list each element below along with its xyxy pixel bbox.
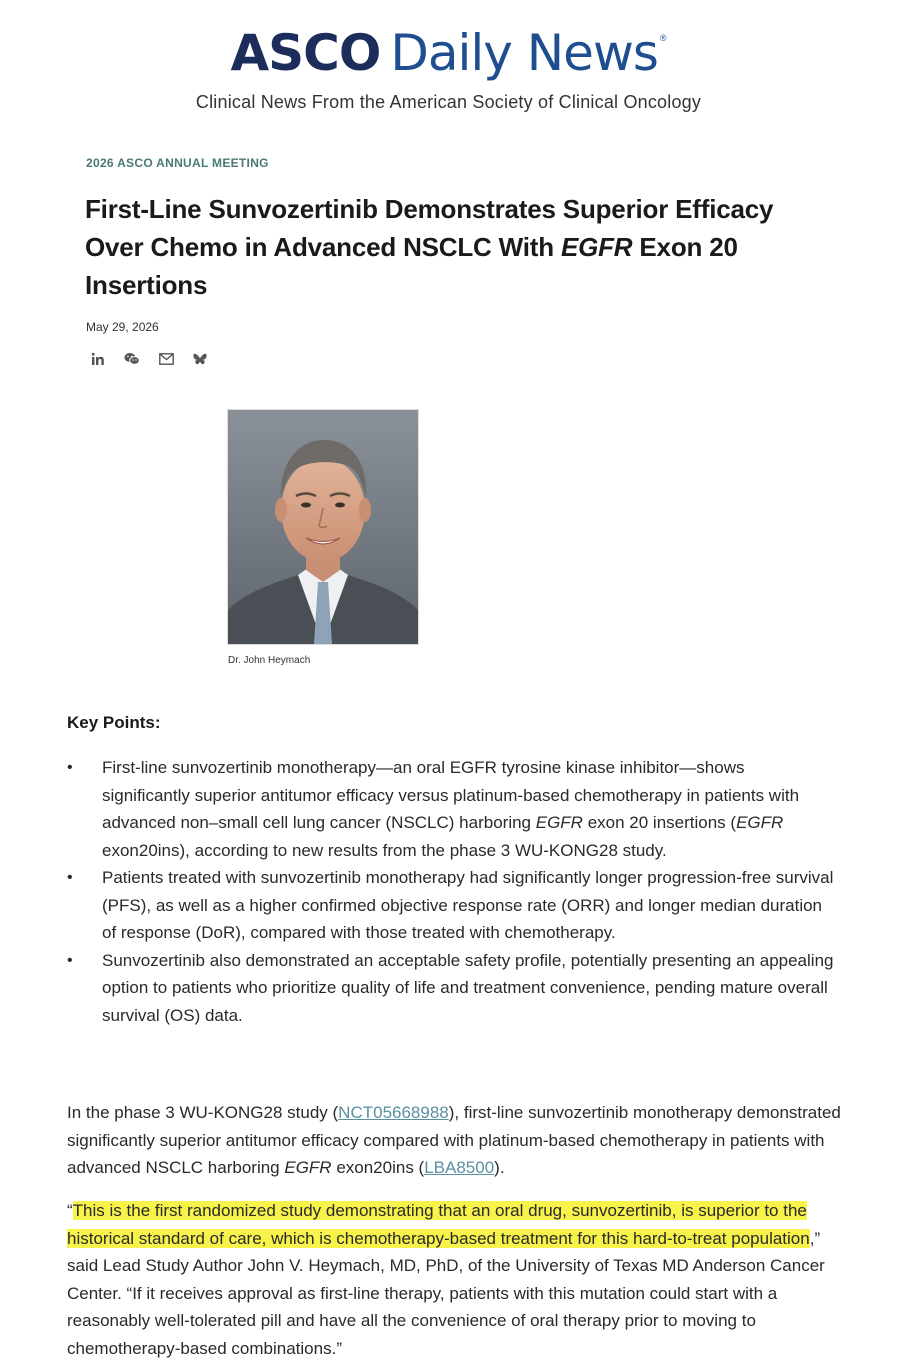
kp3-text: Sunvozertinib also demonstrated an acceptable safety profile, potentially presenting an appealing option to patients who prioritize quality of life and treatment convenience, pending mature overall survival (OS) data. — [102, 950, 834, 1025]
p1-text-b: ), first-line sunvozertinib monotherapy demonstrated significantly superior antitumor efficacy compared with platinum-based chemotherapy in patients with advanced NSCLC harboring — [67, 1103, 841, 1177]
kp1-em2: EGFR — [736, 813, 784, 832]
lba-link[interactable]: LBA8500 — [424, 1158, 495, 1177]
highlighted-quote: This is the first randomized study demonstrating that an oral drug, sunvozertinib, is superior to the historical standard of care, which is chemotherapy-based treatment for this hard-to-treat population — [67, 1201, 810, 1248]
tagline: Clinical News From the American Society of Clinical Oncology — [195, 92, 702, 112]
p1-em: EGFR — [284, 1158, 332, 1177]
kp1-text-b: exon 20 insertions ( — [582, 813, 737, 832]
headline-em: EGFR — [560, 232, 633, 262]
kp1-text-c: exon20ins), according to new results from the phase 3 WU-KONG28 study. — [102, 840, 667, 860]
email-icon[interactable] — [156, 349, 176, 369]
publish-date: May 29, 2026 — [86, 320, 159, 334]
photo-caption: Dr. John Heymach — [228, 655, 311, 666]
p2-open-quote: “ — [67, 1201, 73, 1220]
asco-daily-news-logo[interactable] — [230, 24, 667, 82]
list-item — [67, 947, 837, 1030]
kp2-text: Patients treated with sunvozertinib monotherapy had significantly longer progression-free survival (PFS), as well as a higher confirmed objective response rate (ORR) and longer median duration of response (DoR), compared with those treated with chemotherapy. — [102, 868, 834, 942]
logo-registered-mark: ® — [659, 33, 667, 43]
kp1-text-a: First-line sunvozertinib monotherapy—an oral EGFR tyrosine kinase inhibitor—shows significantly superior antitumor efficacy versus platinum-based chemotherapy in patients with advanced non–small cell lung cancer (NSCLC) harboring — [102, 758, 800, 832]
key-points-heading: Key Points: — [67, 713, 161, 732]
kp1-em1: EGFR — [535, 813, 583, 832]
body-paragraph-2 — [67, 1197, 842, 1362]
p2-text-rest: ,” said Lead Study Author John V. Heymach, MD, PhD, of the University of Texas MD Anderson Cancer Center. “If it receives approval as first-line therapy, patients with this mutation could start with a reasonably well-tolerated pill and have all the convenience of oral therapy prior to moving to chemotherapy-based combinations.” — [67, 1228, 825, 1358]
logo-asco: ASCO — [230, 24, 381, 82]
linkedin-icon[interactable] — [88, 349, 108, 369]
nct-link[interactable]: NCT05668988 — [338, 1103, 449, 1122]
headline-part1: First-Line Sunvozertinib Demonstrates Superior Efficacy Over Chemo in Advanced NSCLC With — [85, 194, 774, 262]
logo-daily-news: Daily News — [390, 24, 658, 82]
bullet: • — [67, 869, 73, 886]
bluesky-icon[interactable] — [190, 349, 210, 369]
key-points-list — [67, 754, 837, 1029]
section-eyebrow[interactable]: 2026 ASCO ANNUAL MEETING — [86, 156, 269, 170]
masthead — [0, 24, 897, 113]
bullet: • — [67, 759, 73, 776]
headline-part2: Exon 20 Insertions — [85, 232, 738, 300]
body-paragraph-1 — [67, 1099, 842, 1182]
wechat-icon[interactable] — [122, 349, 142, 369]
author-photo — [227, 409, 419, 645]
list-item — [67, 754, 837, 864]
p1-text-c: exon20ins ( — [331, 1158, 425, 1177]
share-bar — [88, 349, 224, 369]
p1-text-a: In the phase 3 WU-KONG28 study ( — [67, 1103, 339, 1122]
article-headline — [85, 190, 825, 304]
list-item — [67, 864, 837, 947]
p1-text-d: ). — [494, 1158, 505, 1177]
bullet: • — [67, 951, 73, 969]
